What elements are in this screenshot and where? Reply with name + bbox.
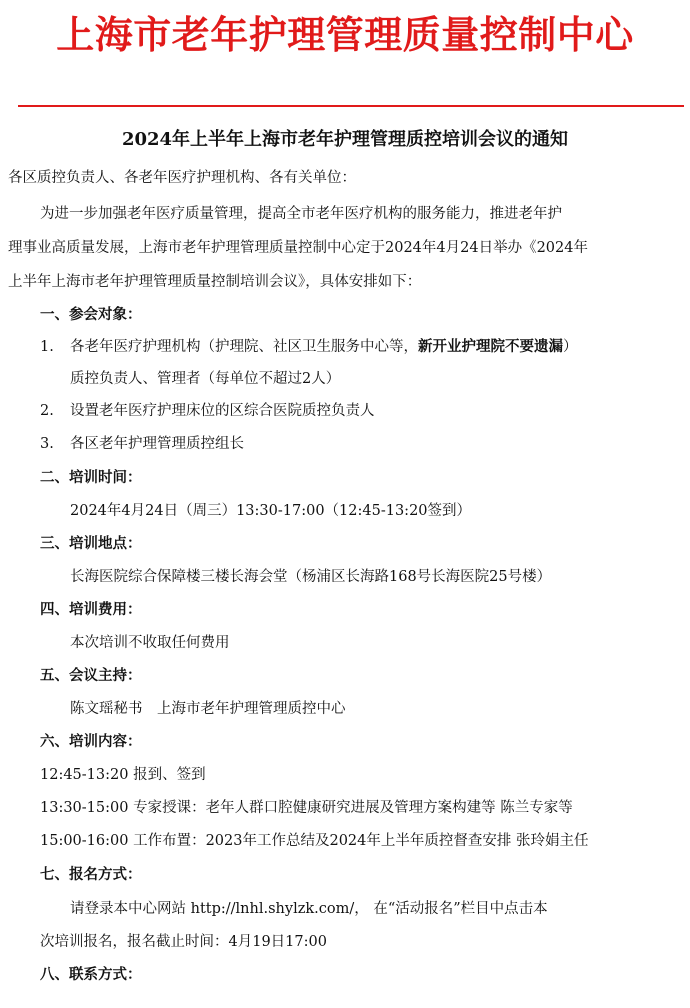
header-divider	[18, 105, 684, 107]
org-header: 上海市老年护理管理质量控制中心	[56, 13, 634, 57]
emphasis-text: 新开业护理院不要遗漏	[418, 338, 563, 355]
list-number: 3.	[40, 436, 54, 452]
section-heading-time: 二、培训时间：	[40, 469, 142, 486]
registration-line: 次培训报名，报名截止时间：4月19日17:00	[40, 934, 327, 950]
list-number: 2.	[40, 403, 54, 419]
intro-line: 理事业高质量发展，上海市老年护理管理质量控制中心定于2024年4月24日举办《2024年	[8, 240, 588, 256]
list-text: 各老年医疗护理机构（护理院、社区卫生服务中心等，	[70, 339, 418, 355]
section-heading-content: 六、培训内容：	[40, 733, 142, 750]
list-text-end: ）	[563, 339, 578, 355]
location-text: 长海医院综合保障楼三楼长海会堂（杨浦区长海路168号长海医院25号楼）	[70, 569, 552, 585]
list-item	[40, 334, 578, 360]
salutation: 各区质控负责人、各老年医疗护理机构、各有关单位：	[8, 170, 356, 186]
host-text: 陈文瑶秘书 上海市老年护理管理质控中心	[70, 701, 346, 717]
list-continuation: 质控负责人、管理者（每单位不超过2人）	[70, 371, 341, 387]
intro-line: 为进一步加强老年医疗质量管理，提高全市老年医疗机构的服务能力，推进老年护	[40, 206, 562, 222]
section-heading-registration: 七、报名方式：	[40, 866, 142, 883]
schedule-item: 13:30-15:00 专家授课：老年人群口腔健康研究进展及管理方案构建等 陈兰专家等	[40, 800, 573, 816]
notice-title: 2024年上半年上海市老年护理管理质控培训会议的通知	[121, 129, 569, 150]
fee-text: 本次培训不收取任何费用	[70, 635, 230, 651]
list-text: 设置老年医疗护理床位的区综合医院质控负责人	[70, 403, 375, 419]
list-item	[40, 431, 244, 457]
schedule-item: 15:00-16:00 工作布置：2023年工作总结及2024年上半年质控督查安排 张玲娟主任	[40, 833, 589, 849]
section-heading-contact: 八、联系方式：	[40, 966, 142, 983]
schedule-item: 12:45-13:20 报到、签到	[40, 767, 206, 783]
section-heading-location: 三、培训地点：	[40, 535, 142, 552]
section-heading-participants: 一、参会对象：	[40, 306, 142, 323]
section-heading-fee: 四、培训费用：	[40, 601, 142, 618]
list-text: 各区老年护理管理质控组长	[70, 436, 244, 452]
registration-line: 请登录本中心网站 http://lnhl.shylzk.com/， 在“活动报名”栏目中点击本	[70, 901, 548, 917]
time-text: 2024年4月24日（周三）13:30-17:00（12:45-13:20签到）	[70, 503, 472, 519]
intro-line: 上半年上海市老年护理管理质量控制培训会议》，具体安排如下：	[8, 274, 422, 290]
list-number: 1.	[40, 339, 54, 355]
section-heading-host: 五、会议主持：	[40, 667, 142, 684]
list-item	[40, 398, 375, 424]
